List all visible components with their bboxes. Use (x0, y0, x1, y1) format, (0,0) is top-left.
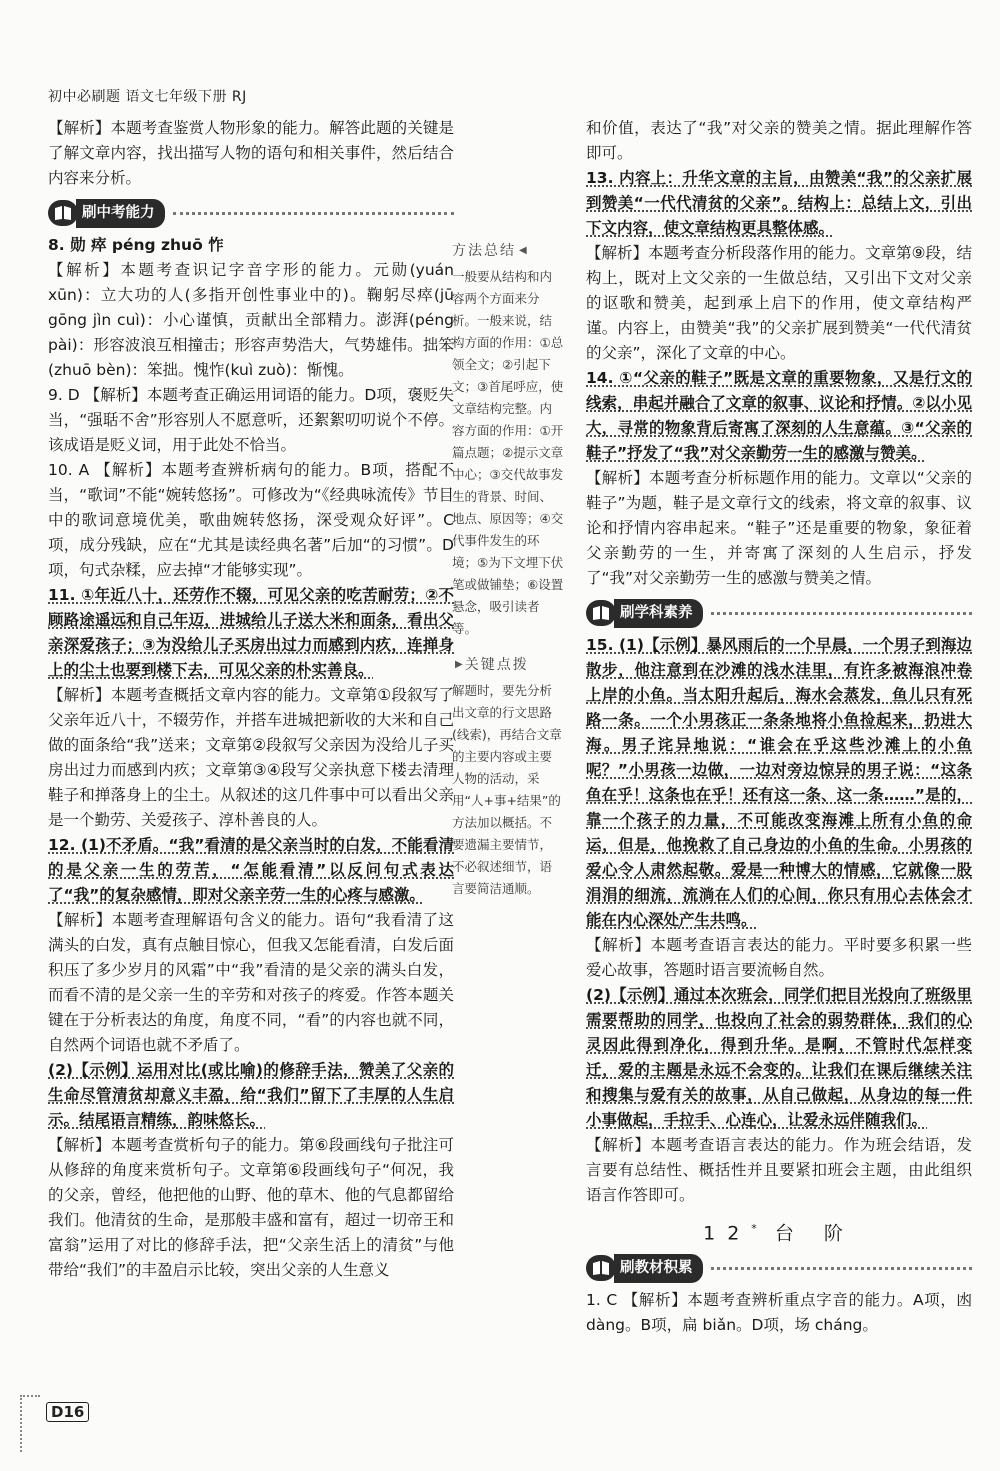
q12-analysis-1: 【解析】本题考查理解语句含义的能力。语句“我看清了这满头的白发，真有点触目惊心，但我又怎能看清，白发后面积压了多少岁月的风霜”中“我”看清的是父亲的满头白发，而看不清的是父亲一生的辛劳和对孩子的疼爱。作答本题关键在于分析表达的角度，角度不同，“看”的内容也就不同，自然两个词语也就不矛盾了。 (48, 911, 454, 1054)
q15-analysis-1: 【解析】本题考查语言表达的能力。平时要多积累一些爱心故事，答题时语言要流畅自然。 (586, 936, 972, 979)
left-column (48, 116, 454, 1283)
intro-analysis: 【解析】本题考查鉴赏人物形象的能力。解答此题的关键是了解文章内容，找出描写人物的语句和相关事件，然后结合内容来分析。 (48, 119, 454, 187)
method-summary-body: 一般要从结构和内容两个方面来分析。一般来说，结构方面的作用：①总领全文；②引起下文；③首尾呼应，使文章结构完整。内容方面的作用：①开篇点题；②提示文章中心；③交代故事发生的背景、时间、地点、原因等；④交代事件发生的环境；⑤为下文埋下伏笔或做铺垫；⑥设置悬念，吸引读者等。 (452, 269, 564, 636)
q14-analysis: 【解析】本题考查分析标题作用的能力。文章以“父亲的鞋子”为题，鞋子是文章行文的线索，将文章的叙事、议论和抒情内容串起来。“鞋子”还是重要的物象，象征着父亲勤劳的一生，并寄寓了深刻的人生启示，抒发了“我”对父亲勤劳一生的感激与赞美之情。 (586, 469, 972, 587)
key-tips-title (452, 654, 564, 676)
page-corner-decoration (20, 1395, 40, 1452)
q15-answer-2: (2)【示例】通过本次班会，同学们把目光投向了班级里需要帮助的同学，也投向了社会的弱势群体，我们的心灵因此得到净化，得到升华。是啊，不管时代怎样变迁，爱的主题是永远不会变的。让我们在课后继续关注和搜集与爱有关的故事，从自己做起，从身边的每一件小事做起，手拉手、心连心，让爱永远伴随我们。 (586, 986, 972, 1129)
banner-label: 刷教材积累 (614, 1254, 703, 1283)
dotted-divider (711, 612, 973, 615)
q11-analysis: 【解析】本题考查概括文章内容的能力。文章第①段叙写了父亲年近八十，不辍劳作，并搭车进城把新收的大米和自己做的面条给“我”送来；文章第②段叙写父亲因为没给儿子买房出过力而感到内疚；文章第③④段写父亲执意下楼去清理鞋子和掸落身上的尘土。从叙述的这几件事中可以看出父亲是一个勤劳、关爱孩子、淳朴善良的人。 (48, 686, 454, 829)
page-header: 初中必刷题 语文七年级下册 RJ (48, 89, 247, 105)
page-number: D16 (46, 1402, 89, 1422)
q8-analysis: 【解析】本题考查识记字音字形的能力。元勋(yuán xūn)：立大功的人(多指开创性事业中的)。鞠躬尽瘁(jū gōng jìn cuì)：小心谨慎，贡献出全部精力。澎湃(péng pài)：形容波浪互相撞击；形容声势浩大，气势雄伟。拙笨(zhuō bèn)：笨拙。愧怍(kuì zuò)：惭愧。 (48, 261, 454, 379)
lesson-name: 台 阶 (774, 1222, 855, 1245)
q11-answer: 11. ①年近八十，还劳作不辍，可见父亲的吃苦耐劳；②不顾路途遥远和自己年迈，进城给儿子送大米和面条，看出父亲深爱孩子；③为没给儿子买房出过力而感到内疚，连掸身上的尘土也要到楼下去，可见父亲的朴实善良。 (48, 586, 454, 679)
q14-answer: 14. ①“父亲的鞋子”既是文章的重要物象，又是行文的线索，串起并融合了文章的叙事、议论和抒情。②以小见大，寻常的物象背后寄寓了深刻的人生意蕴。③“父亲的鞋子”抒发了“我”对父亲勤劳一生的感激与赞美。 (586, 369, 972, 462)
banner-label: 刷中考能力 (76, 199, 165, 228)
triangle-left-icon: ◀ (519, 245, 529, 256)
book-icon (48, 200, 78, 226)
method-summary-title (452, 240, 564, 262)
key-tips-body: 解题时，要先分析出文章的行文思路(线索)，再结合文章的主要内容或主要人物的活动，采用“人+事+结果”的方法加以概括。不要遗漏主要情节，不必叙述细节，语言要简洁通顺。 (452, 683, 562, 896)
q12-answer-2: (2)【示例】运用对比(或比喻)的修辞手法，赞美了父亲的生命尽管清贫却意义丰盈，给“我们”留下了丰厚的人生启示。结尾语言精练，韵味悠长。 (48, 1061, 454, 1129)
banner-xueke (586, 599, 972, 627)
lesson-title (586, 1216, 972, 1246)
right-column (586, 116, 972, 1338)
lesson-mark: * (751, 1222, 757, 1235)
q12-answer-1: 12. (1)不矛盾。“我”看清的是父亲当时的白发，不能看清的是父亲一生的劳苦，“怎能看清”以反问句式表达了“我”的复杂感情，即对父亲辛劳一生的心疼与感激。 (48, 836, 454, 904)
lesson-number: 12 (703, 1222, 752, 1245)
dotted-divider (173, 212, 455, 215)
q10-item: 10. A 【解析】本题考查辨析病句的能力。B项，搭配不当，“歌词”不能“婉转悠扬”。可修改为“《经典咏流传》节目中的歌词意境优美，歌曲婉转悠扬，深受观众好评”。C项，成分残缺，应在“尤其是读经典名著”后加“的习惯”。D项，句式杂糅，应去掉“才能够实现”。 (48, 461, 454, 579)
book-icon (586, 600, 616, 626)
q12-analysis-2: 【解析】本题考查赏析句子的能力。第⑥段画线句子批注可从修辞的角度来赏析句子。文章第⑥段画线句子“何况，我的父亲，曾经，他把他的山野、他的草木、他的气息都留给我们。他清贫的生命，是那般丰盛和富有，超过一切帝王和富翁”运用了对比的修辞手法，把“父亲生活上的清贫”与他带给“我们”的丰盈启示比较，突出父亲的人生意义 (48, 1136, 454, 1279)
banner-label: 刷学科素养 (614, 599, 703, 628)
triangle-right-icon: ▶ (455, 659, 465, 670)
book-icon (586, 1255, 616, 1281)
banner-zhongkao (48, 199, 454, 227)
q15-answer-1: 15. (1)【示例】暴风雨后的一个早晨，一个男子到海边散步，他注意到在沙滩的浅水洼里，有许多被海浪冲卷上岸的小鱼。当太阳升起后，海水会蒸发，鱼儿只有死路一条。一个小男孩正一条条地将小鱼捡起来，扔进大海。男子诧异地说：“谁会在乎这些沙滩上的小鱼呢？”小男孩一边做，一边对旁边惊异的男子说：“这条鱼在乎！这条也在乎！还有这一条、这一条……”是的，靠一个孩子的力量，不可能改变海滩上所有小鱼的命运，但是，他挽救了自己身边的小鱼的生命。小男孩的爱心令人肃然起敬。爱是一种博大的情感，它就像一股涓涓的细流，流淌在人们的心间，你只有用心去体会才能在内心深处产生共鸣。 (586, 636, 972, 929)
q8-answer: 8. 勋 瘁 péng zhuō 怍 (48, 236, 224, 254)
key-tips-label: 关键点拨 (464, 657, 529, 673)
q15-analysis-2: 【解析】本题考查语言表达的能力。作为班会结语，发言要有总结性、概括性并且要紧扣班会主题，由此组织语言作答即可。 (586, 1136, 972, 1204)
q13-answer: 13. 内容上：升华文章的主旨，由赞美“我”的父亲扩展到赞美“一代代清贫的父亲”。结构上：总结上文，引出下文内容，使文章结构更具整体感。 (586, 169, 972, 237)
method-summary-label: 方法总结 (452, 243, 516, 259)
sidebar-notes (452, 240, 564, 914)
q13-analysis: 【解析】本题考查分析段落作用的能力。文章第⑨段，结构上，既对上文父亲的一生做总结，又引出下文对父亲的讴歌和赞美，起到承上启下的作用，使文章结构严谨。内容上，由赞美“我”的父亲扩展到赞美“一代代清贫的父亲”，深化了文章的中心。 (586, 244, 972, 362)
lesson-q1: 1. C 【解析】本题考查辨析重点字音的能力。A项，凼 dàng。B项，扁 biǎn。D项，场 cháng。 (586, 1291, 972, 1335)
dotted-divider (711, 1267, 973, 1270)
continued-text: 和价值，表达了“我”对父亲的赞美之情。据此理解作答即可。 (586, 119, 972, 162)
banner-jiaocai (586, 1254, 972, 1282)
q9-item: 9. D 【解析】本题考查正确运用词语的能力。D项，褒贬失当，“强聒不舍”形容别人不愿意听，还絮絮叨叨说个不停。该成语是贬义词，用于此处不恰当。 (48, 386, 454, 454)
